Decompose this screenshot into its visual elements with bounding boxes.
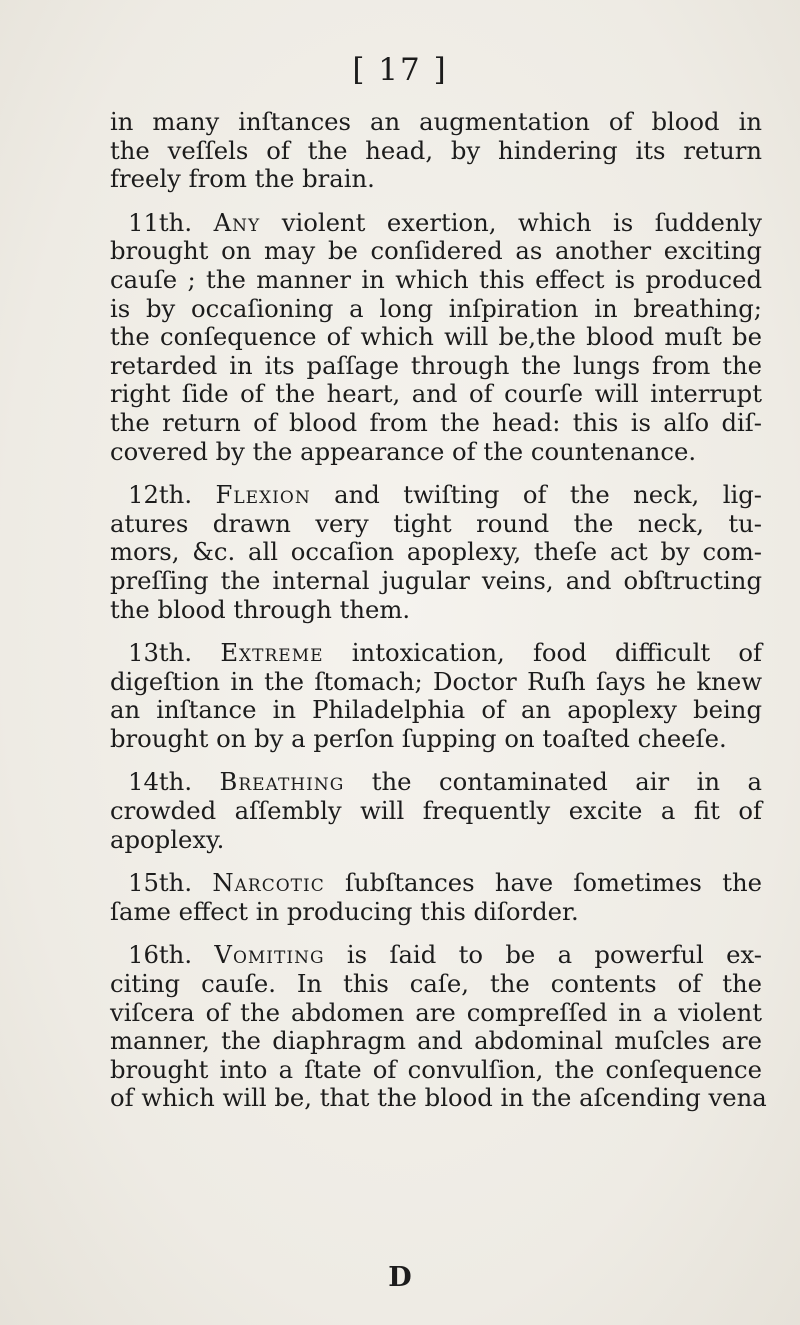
text-line: digeſtion in the ſtomach; Doctor Ruſh ſays he knew bbox=[110, 666, 762, 696]
text-line: is by occaſioning a long inſpiration in breathing; bbox=[110, 293, 762, 323]
paragraph-number: 15th. bbox=[128, 868, 213, 898]
lead-rest: violent exertion, which is ſuddenly bbox=[260, 207, 762, 237]
lead-rest: intoxication, food difficult of bbox=[323, 638, 763, 668]
text-line: the blood through them. bbox=[110, 594, 411, 624]
text-line: covered by the appearance of the countenance. bbox=[110, 436, 697, 466]
text-line: apoplexy. bbox=[110, 824, 225, 854]
text-line bbox=[110, 481, 762, 510]
text-line: mors, &c. all occaſion apoplexy, theſe act by com- bbox=[110, 537, 762, 567]
text-line: manner, the diaphragm and abdominal muſcles are bbox=[110, 1026, 762, 1056]
text-line: brought into a ſtate of convulſion, the conſequence bbox=[110, 1054, 762, 1084]
paragraph-11th bbox=[110, 209, 762, 466]
text-line: the veſſels of the head, by hindering its return bbox=[110, 135, 762, 165]
text-line: preſſing the internal jugular veins, and obſtructing bbox=[110, 565, 762, 595]
text-line: viſcera of the abdomen are compreſſed in a violent bbox=[110, 997, 762, 1027]
text-line bbox=[110, 639, 762, 668]
paragraph-continuation bbox=[110, 108, 762, 194]
paragraph-14th bbox=[110, 768, 762, 854]
body-text bbox=[110, 107, 767, 1128]
paragraph-16th bbox=[110, 940, 767, 1113]
text-line: atures drawn very tight round the neck, tu- bbox=[110, 508, 762, 538]
paragraph-15th bbox=[110, 869, 762, 926]
lead-word: Flexion bbox=[215, 480, 311, 510]
text-line: freely from the brain. bbox=[110, 164, 375, 194]
text-line bbox=[110, 768, 762, 797]
text-line: the return of blood from the head: this is alſo diſ- bbox=[110, 407, 762, 437]
lead-rest: the contaminated air in a bbox=[344, 767, 762, 797]
text-line bbox=[110, 869, 762, 898]
page-number: [ 17 ] bbox=[352, 52, 448, 88]
lead-rest: ſubſtances have ſometimes the bbox=[324, 868, 762, 898]
lead-word: Any bbox=[213, 207, 261, 237]
text-line: an inſtance in Philadelphia of an apoplexy being bbox=[110, 695, 762, 725]
text-line: retarded in its paſſage through the lungs from the bbox=[110, 350, 762, 380]
lead-rest: is ſaid to be a powerful ex- bbox=[324, 940, 762, 970]
lead-word: Breathing bbox=[219, 767, 345, 797]
text-line: crowded aſſembly will frequently excite a fit of bbox=[110, 796, 762, 826]
text-line: in many inſtances an augmentation of blood in bbox=[110, 107, 762, 136]
paragraph-number: 11th. bbox=[128, 207, 214, 237]
lead-rest: and twiſting of the neck, lig- bbox=[310, 480, 762, 510]
text-line: right ſide of the heart, and of courſe will interrupt bbox=[110, 379, 762, 409]
text-line: citing cauſe. In this caſe, the contents of the bbox=[110, 969, 762, 999]
text-line: brought on may be conſidered as another exciting bbox=[110, 236, 762, 266]
paragraph-number: 12th. bbox=[128, 480, 216, 510]
text-line: brought on by a perſon ſupping on toaſted cheeſe. bbox=[110, 723, 727, 753]
paragraph-number: 14th. bbox=[128, 767, 220, 797]
text-line: of which will be, that the blood in the aſcending vena bbox=[110, 1083, 767, 1113]
paragraph-number: 16th. bbox=[128, 940, 215, 970]
text-line bbox=[110, 209, 762, 238]
lead-word: Vomiting bbox=[214, 940, 325, 970]
text-line bbox=[110, 941, 762, 970]
lead-word: Extreme bbox=[220, 638, 324, 668]
paragraph-number: 13th. bbox=[128, 638, 221, 668]
signature-mark: D bbox=[388, 1262, 412, 1293]
text-line: ſame effect in producing this diſorder. bbox=[110, 896, 579, 926]
lead-word: Narcotic bbox=[212, 868, 325, 898]
paragraph-12th bbox=[110, 481, 762, 624]
text-line: cauſe ; the manner in which this effect is produced bbox=[110, 264, 762, 294]
text-line: the conſequence of which will be,the blood muſt be bbox=[110, 322, 762, 352]
paragraph-13th bbox=[110, 639, 762, 753]
